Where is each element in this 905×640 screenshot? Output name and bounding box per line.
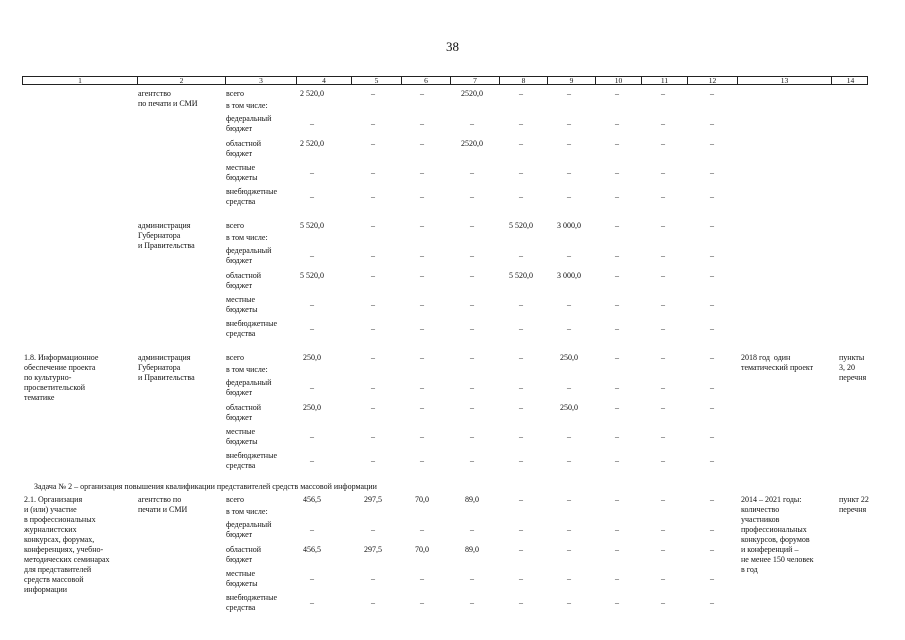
cell-vsego-b1-c9: 3 000,0 [557,221,581,230]
cell-vnebyudzh-b1-c4: – [310,324,314,333]
cell-mestnye-b0-c10: – [615,168,619,177]
label-v-tom-chisle-1: в том числе: [226,233,268,242]
cell-vnebyudzh-b2-c8: – [519,456,523,465]
cell-mestnye-b3-c8: – [519,574,523,583]
cell-oblast-b3-c6: 70,0 [415,545,429,554]
label-oblast-1: областной бюджет [226,271,262,290]
cell-vnebyudzh-b0-c7: – [470,192,474,201]
label-v-tom-chisle-2: в том числе: [226,365,268,374]
cell-vnebyudzh-b3-c4: – [310,598,314,607]
label-vnebyudzh-3: внебюджетные средства [226,593,277,612]
cell-vnebyudzh-b3-c7: – [470,598,474,607]
cell-vnebyudzh-b3-c9: – [567,598,571,607]
indicator-3: 2014 – 2021 годы: количество участников профессиональных конкурсов, форумов и конференций – не менее 150 человек в год [741,495,814,574]
header-col-14: 14 [831,76,869,85]
label-vsego-0: всего [226,89,245,98]
cell-vsego-b1-c8: 5 520,0 [509,221,533,230]
header-col-1: 1 [78,76,82,85]
label-vnebyudzh-0: внебюджетные средства [226,187,277,206]
label-v-tom-chisle-0: в том числе: [226,101,268,110]
column-number-header [22,76,868,85]
cell-mestnye-b2-c11: – [661,432,665,441]
cell-oblast-b2-c8: – [519,403,523,412]
cell-oblast-b0-c12: – [710,139,714,148]
executor-0: агентство по печати и СМИ [138,89,198,108]
cell-federal-b1-c5: – [371,251,375,260]
label-mestnye-1: местные бюджеты [226,295,258,314]
cell-federal-b1-c6: – [420,251,424,260]
cell-vsego-b3-c4: 456,5 [303,495,321,504]
cell-vnebyudzh-b2-c4: – [310,456,314,465]
label-vsego-2: всего [226,353,245,362]
cell-oblast-b2-c11: – [661,403,665,412]
cell-vnebyudzh-b2-c5: – [371,456,375,465]
header-col-12: 12 [687,76,737,85]
cell-federal-b2-c9: – [567,383,571,392]
page-number: 38 [446,39,459,54]
cell-mestnye-b0-c7: – [470,168,474,177]
cell-oblast-b2-c6: – [420,403,424,412]
cell-vnebyudzh-b0-c9: – [567,192,571,201]
header-col-11: 11 [641,76,687,85]
label-federal-0: федеральный бюджет [226,114,272,133]
cell-oblast-b3-c12: – [710,545,714,554]
cell-oblast-b0-c8: – [519,139,523,148]
cell-vnebyudzh-b2-c12: – [710,456,714,465]
cell-federal-b1-c12: – [710,251,714,260]
cell-federal-b0-c11: – [661,119,665,128]
cell-vsego-b2-c7: – [470,353,474,362]
label-vnebyudzh-1: внебюджетные средства [226,319,277,338]
cell-federal-b3-c12: – [710,525,714,534]
cell-mestnye-b2-c5: – [371,432,375,441]
cell-mestnye-b0-c9: – [567,168,571,177]
cell-vsego-b3-c9: – [567,495,571,504]
cell-vsego-b1-c5: – [371,221,375,230]
cell-mestnye-b1-c7: – [470,300,474,309]
cell-oblast-b1-c11: – [661,271,665,280]
cell-federal-b2-c10: – [615,383,619,392]
cell-vsego-b3-c11: – [661,495,665,504]
cell-oblast-b3-c11: – [661,545,665,554]
label-mestnye-2: местные бюджеты [226,427,258,446]
cell-federal-b3-c10: – [615,525,619,534]
cell-vsego-b2-c10: – [615,353,619,362]
measure-name-3: 2.1. Организация и (или) участие в профессиональных журналистских конкурсах, форумах, конференциях, учебно- методических семинарах для представителей средств массовой информации [24,495,110,594]
header-col-7: 7 [450,76,499,85]
cell-mestnye-b3-c5: – [371,574,375,583]
cell-vsego-b2-c6: – [420,353,424,362]
cell-mestnye-b2-c4: – [310,432,314,441]
cell-federal-b3-c8: – [519,525,523,534]
cell-oblast-b1-c6: – [420,271,424,280]
executor-3: агентство по печати и СМИ [138,495,188,514]
cell-federal-b3-c9: – [567,525,571,534]
header-col-13: 13 [737,76,831,85]
cell-vsego-b1-c7: – [470,221,474,230]
label-oblast-3: областной бюджет [226,545,262,564]
cell-mestnye-b1-c5: – [371,300,375,309]
header-col-4: 4 [296,76,351,85]
cell-vsego-b0-c4: 2 520,0 [300,89,324,98]
header-col-10: 10 [595,76,641,85]
cell-vsego-b0-c12: – [710,89,714,98]
cell-vsego-b1-c11: – [661,221,665,230]
cell-vnebyudzh-b0-c5: – [371,192,375,201]
cell-federal-b3-c11: – [661,525,665,534]
cell-federal-b0-c7: – [470,119,474,128]
cell-mestnye-b1-c8: – [519,300,523,309]
cell-oblast-b2-c12: – [710,403,714,412]
cell-federal-b1-c4: – [310,251,314,260]
cell-vnebyudzh-b3-c12: – [710,598,714,607]
cell-mestnye-b2-c6: – [420,432,424,441]
header-col-3: 3 [225,76,296,85]
cell-mestnye-b1-c11: – [661,300,665,309]
executor-2: администрация Губернатора и Правительства [138,353,195,382]
header-col-5: 5 [351,76,401,85]
cell-mestnye-b3-c7: – [470,574,474,583]
cell-vsego-b0-c10: – [615,89,619,98]
cell-oblast-b3-c7: 89,0 [465,545,479,554]
cell-vsego-b3-c5: 297,5 [364,495,382,504]
cell-mestnye-b2-c8: – [519,432,523,441]
cell-oblast-b3-c10: – [615,545,619,554]
cell-mestnye-b2-c7: – [470,432,474,441]
cell-vsego-b1-c6: – [420,221,424,230]
cell-mestnye-b1-c12: – [710,300,714,309]
cell-vsego-b0-c11: – [661,89,665,98]
label-vnebyudzh-2: внебюджетные средства [226,451,277,470]
cell-vnebyudzh-b2-c9: – [567,456,571,465]
cell-oblast-b0-c6: – [420,139,424,148]
cell-oblast-b0-c10: – [615,139,619,148]
cell-federal-b2-c4: – [310,383,314,392]
cell-oblast-b3-c5: 297,5 [364,545,382,554]
cell-oblast-b0-c5: – [371,139,375,148]
cell-federal-b2-c11: – [661,383,665,392]
cell-vnebyudzh-b3-c8: – [519,598,523,607]
cell-mestnye-b0-c12: – [710,168,714,177]
cell-vsego-b1-c10: – [615,221,619,230]
cell-oblast-b1-c7: – [470,271,474,280]
cell-federal-b0-c5: – [371,119,375,128]
basis-2: пункты 3, 20 перечня [839,353,867,382]
cell-federal-b1-c10: – [615,251,619,260]
cell-oblast-b0-c11: – [661,139,665,148]
cell-federal-b3-c4: – [310,525,314,534]
cell-mestnye-b3-c12: – [710,574,714,583]
cell-oblast-b2-c5: – [371,403,375,412]
measure-name-2: 1.8. Информационное обеспечение проекта по культурно- просветительской тематике [24,353,99,402]
cell-federal-b1-c7: – [470,251,474,260]
cell-vsego-b3-c6: 70,0 [415,495,429,504]
cell-mestnye-b1-c9: – [567,300,571,309]
cell-mestnye-b2-c9: – [567,432,571,441]
cell-federal-b1-c9: – [567,251,571,260]
cell-federal-b0-c9: – [567,119,571,128]
label-v-tom-chisle-3: в том числе: [226,507,268,516]
cell-vsego-b0-c6: – [420,89,424,98]
cell-oblast-b0-c4: 2 520,0 [300,139,324,148]
cell-vsego-b0-c8: – [519,89,523,98]
cell-oblast-b2-c9: 250,0 [560,403,578,412]
cell-vnebyudzh-b1-c6: – [420,324,424,333]
cell-oblast-b1-c4: 5 520,0 [300,271,324,280]
cell-oblast-b0-c7: 2520,0 [461,139,483,148]
cell-vnebyudzh-b0-c4: – [310,192,314,201]
cell-mestnye-b1-c10: – [615,300,619,309]
cell-mestnye-b0-c4: – [310,168,314,177]
label-federal-2: федеральный бюджет [226,378,272,397]
cell-oblast-b3-c9: – [567,545,571,554]
cell-mestnye-b3-c4: – [310,574,314,583]
header-col-9: 9 [547,76,595,85]
cell-oblast-b2-c7: – [470,403,474,412]
cell-vnebyudzh-b1-c10: – [615,324,619,333]
cell-vnebyudzh-b1-c12: – [710,324,714,333]
cell-federal-b0-c4: – [310,119,314,128]
cell-vnebyudzh-b2-c7: – [470,456,474,465]
cell-vnebyudzh-b1-c11: – [661,324,665,333]
cell-federal-b1-c8: – [519,251,523,260]
cell-federal-b2-c7: – [470,383,474,392]
cell-vsego-b2-c8: – [519,353,523,362]
executor-1: администрация Губернатора и Правительства [138,221,195,250]
cell-vnebyudzh-b0-c12: – [710,192,714,201]
cell-mestnye-b0-c8: – [519,168,523,177]
cell-oblast-b1-c5: – [371,271,375,280]
cell-vnebyudzh-b1-c9: – [567,324,571,333]
header-col-2: 2 [137,76,225,85]
label-federal-1: федеральный бюджет [226,246,272,265]
cell-vnebyudzh-b0-c10: – [615,192,619,201]
cell-mestnye-b3-c9: – [567,574,571,583]
cell-vsego-b3-c7: 89,0 [465,495,479,504]
cell-vnebyudzh-b2-c6: – [420,456,424,465]
cell-mestnye-b0-c5: – [371,168,375,177]
cell-vsego-b0-c7: 2520,0 [461,89,483,98]
cell-vsego-b1-c12: – [710,221,714,230]
cell-vnebyudzh-b1-c5: – [371,324,375,333]
label-mestnye-3: местные бюджеты [226,569,258,588]
cell-vnebyudzh-b3-c10: – [615,598,619,607]
label-mestnye-0: местные бюджеты [226,163,258,182]
cell-mestnye-b3-c6: – [420,574,424,583]
cell-federal-b0-c10: – [615,119,619,128]
label-oblast-0: областной бюджет [226,139,262,158]
cell-vnebyudzh-b1-c8: – [519,324,523,333]
cell-oblast-b2-c4: 250,0 [303,403,321,412]
cell-vsego-b0-c9: – [567,89,571,98]
label-federal-3: федеральный бюджет [226,520,272,539]
cell-vnebyudzh-b0-c6: – [420,192,424,201]
cell-federal-b1-c11: – [661,251,665,260]
cell-vsego-b2-c11: – [661,353,665,362]
cell-oblast-b1-c9: 3 000,0 [557,271,581,280]
cell-oblast-b1-c12: – [710,271,714,280]
cell-oblast-b0-c9: – [567,139,571,148]
cell-federal-b2-c5: – [371,383,375,392]
cell-vsego-b3-c12: – [710,495,714,504]
cell-mestnye-b2-c10: – [615,432,619,441]
cell-vnebyudzh-b2-c10: – [615,456,619,465]
cell-vsego-b2-c5: – [371,353,375,362]
cell-federal-b3-c7: – [470,525,474,534]
cell-vsego-b2-c12: – [710,353,714,362]
cell-oblast-b3-c4: 456,5 [303,545,321,554]
cell-mestnye-b2-c12: – [710,432,714,441]
cell-vnebyudzh-b3-c6: – [420,598,424,607]
label-vsego-3: всего [226,495,245,504]
cell-federal-b3-c6: – [420,525,424,534]
cell-vnebyudzh-b3-c11: – [661,598,665,607]
cell-federal-b0-c6: – [420,119,424,128]
cell-oblast-b3-c8: – [519,545,523,554]
cell-oblast-b1-c8: 5 520,0 [509,271,533,280]
cell-vsego-b1-c4: 5 520,0 [300,221,324,230]
basis-3: пункт 22 перечня [839,495,869,514]
cell-oblast-b1-c10: – [615,271,619,280]
cell-federal-b2-c8: – [519,383,523,392]
cell-vsego-b3-c8: – [519,495,523,504]
cell-vsego-b0-c5: – [371,89,375,98]
cell-federal-b0-c8: – [519,119,523,128]
cell-vnebyudzh-b3-c5: – [371,598,375,607]
cell-mestnye-b3-c11: – [661,574,665,583]
label-vsego-1: всего [226,221,245,230]
cell-vnebyudzh-b2-c11: – [661,456,665,465]
cell-vnebyudzh-b0-c8: – [519,192,523,201]
cell-vnebyudzh-b1-c7: – [470,324,474,333]
cell-vsego-b2-c9: 250,0 [560,353,578,362]
indicator-2: 2018 год один тематический проект [741,353,814,372]
cell-federal-b2-c6: – [420,383,424,392]
cell-oblast-b2-c10: – [615,403,619,412]
cell-vsego-b2-c4: 250,0 [303,353,321,362]
cell-vsego-b3-c10: – [615,495,619,504]
header-col-8: 8 [499,76,547,85]
cell-mestnye-b0-c11: – [661,168,665,177]
cell-mestnye-b0-c6: – [420,168,424,177]
cell-federal-b0-c12: – [710,119,714,128]
task-2-heading: Задача № 2 – организация повышения квалификации представителей средств массовой информации [34,482,377,491]
cell-mestnye-b1-c6: – [420,300,424,309]
cell-mestnye-b1-c4: – [310,300,314,309]
cell-mestnye-b3-c10: – [615,574,619,583]
cell-federal-b3-c5: – [371,525,375,534]
cell-federal-b2-c12: – [710,383,714,392]
label-oblast-2: областной бюджет [226,403,262,422]
cell-vnebyudzh-b0-c11: – [661,192,665,201]
header-col-6: 6 [401,76,450,85]
